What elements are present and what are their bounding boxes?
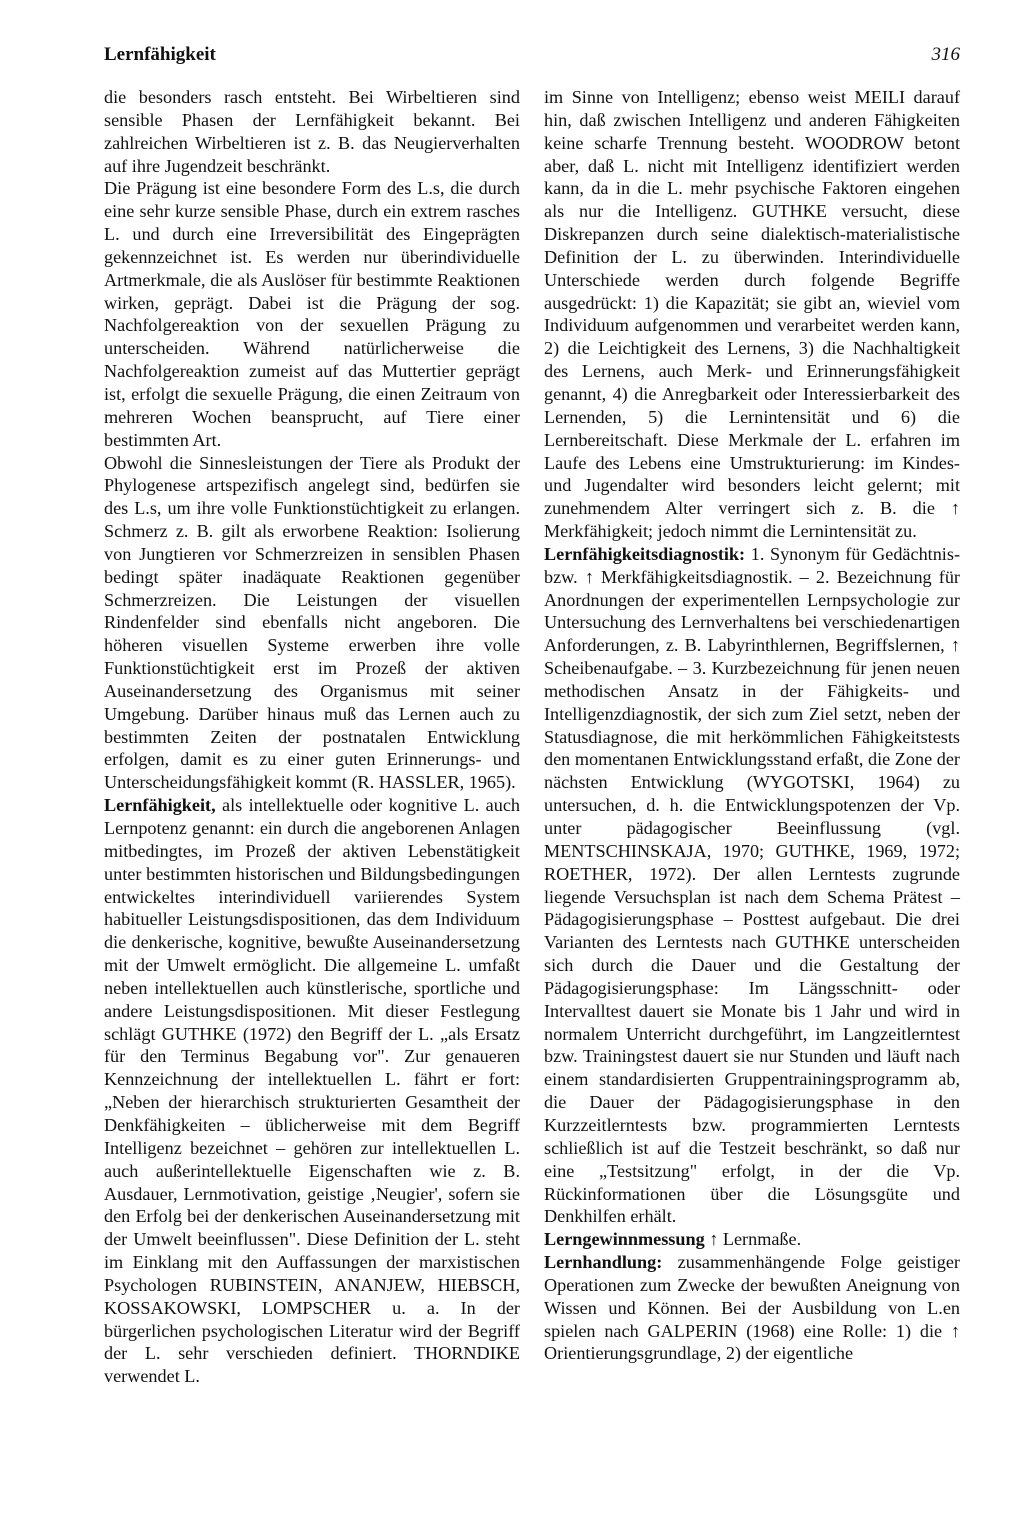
right-column [544, 86, 960, 1365]
running-header-title: Lernfähigkeit [104, 44, 216, 65]
entry-lernhandlung: Lernhandlung: zusammenhängende Folge geistiger Operationen zum Zwecke der bewußten Aneignung von Wissen und Können. Bei der Ausbildung von L.en spielen nach GALPERIN (1968) eine Rolle: 1) die ↑ Orientierungsgrundlage, 2) der eigentliche [544, 1252, 960, 1364]
headword: Lernfähigkeit, [104, 795, 216, 816]
paragraph: Die Prägung ist eine besondere Form des L.s, die durch eine sehr kurze sensible Phase, durch ein extrem rasches L. und durch eine Irreversibilität des Eingeprägten gekennzeichnet ist. Es werden nur überindividuelle Artmerkmale, die als Auslöser für bestimmte Reaktionen wirken, geprägt. Dabei ist die Prägung der sog. Nachfolgereaktion von der sexuellen Prägung zu unterscheiden. Während natürlicherweise die Nachfolgereaktion zumeist auf das Muttertier geprägt ist, erfolgt die sexuelle Prägung, die einen Zeitraum von mehreren Wochen beansprucht, auf Tiere einer bestimmten Art. [104, 178, 520, 450]
paragraph: im Sinne von Intelligenz; ebenso weist MEILI darauf hin, daß zwischen Intelligenz und anderen Fähigkeiten keine scharfe Trennung besteht. WOODROW betont aber, daß L. nicht mit Intelligenz identifiziert werden kann, da in die L. mehr psychische Faktoren eingehen als nur die Intelligenz. GUTHKE versucht, diese Diskrepanzen durch seine dialektisch-materialistische Definition der L. zu überwinden. Interindividuelle Unterschiede werden durch folgende Begriffe ausgedrückt: 1) die Kapazität; sie gibt an, wieviel vom Individuum aufgenommen und verarbeitet werden kann, 2) die Leichtigkeit des Lernens, 3) die Nachhaltigkeit des Lernens, auch Merk- und Erinnerungsfähigkeit genannt, 4) die Anregbarkeit oder Interessierbarkeit des Lernenden, 5) die Lernintensität und 6) die Lernbereitschaft. Diese Merkmale der L. erfahren im Laufe des Lebens eine Umstrukturierung: im Kindes- und Jugendalter wird besonders leicht gelernt; mit zunehmendem Alter verringert sich z. B. die ↑ Merkfähigkeit; jedoch nimmt die Lernintensität zu. [544, 87, 960, 542]
headword: Lerngewinnmessung [544, 1229, 705, 1250]
entry-lernfaehigkeitsdiagnostik: Lernfähigkeitsdiagnostik: 1. Synonym für Gedächtnis- bzw. ↑ Merkfähigkeitsdiagnostik. – 2. Bezeichnung für Anordnungen der experimentellen Lernpsychologie zur Untersuchung des Lernverhaltens bei verschiedenartigen Anforderungen, z. B. Labyrinthlernen, Begriffslernen, ↑ Scheibenaufgabe. – 3. Kurzbezeichnung für jenen neuen methodischen Ansatz in der Fähigkeits- und Intelligenzdiagnostik, der sich zum Ziel setzt, neben der Statusdiagnose, die mit herkömmlichen Fähigkeitstests den momentanen Entwicklungsstand erfaßt, die Zone der nächsten Entwicklung (WYGOTSKI, 1964) zu untersuchen, d. h. die Entwicklungspotenzen der Vp. unter pädagogischer Beeinflussung (vgl. MENTSCHINSKAJA, 1970; GUTHKE, 1969, 1972; ROETHER, 1972). Der allen Lerntests zugrunde liegende Versuchsplan ist nach dem Schema Prätest – Pädagogisierungsphase – Posttest aufgebaut. Die drei Varianten des Lerntests nach GUTHKE unterscheiden sich durch die Dauer und die Gestaltung der Pädagogisierungsphase: Im Längsschnitt- oder Intervalltest dauert sie Monate bis 1 Jahr und wird in normalem Unterricht durchgeführt, im Langzeitlerntest bzw. Trainingstest dauert sie nur Stunden und läuft nach einem standardisierten Gruppentrainingsprogramm ab, die Dauer der Pädagogisierungsphase in den Kurzzeitlerntests bzw. programmierten Lerntests schließlich ist auf die Testzeit beschränkt, so daß nur eine „Testsitzung" erfolgt, in der die Vp. Rückinformationen über die Lösungsgüte und Denkhilfen erhält. [544, 543, 960, 1227]
left-column [104, 86, 520, 1388]
page-number: 316 [931, 44, 960, 65]
entry-lernfaehigkeit: Lernfähigkeit, als intellektuelle oder kognitive L. auch Lernpotenz genannt: ein durch die angeborenen Anlagen mitbedingtes, im Prozeß der aktiven Lebenstätigkeit unter bestimmten historischen und Bildungsbedingungen entwickeltes interindividuell variierendes System habitueller Leistungsdispositionen, das dem Individuum die denkerische, kognitive, bewußte Auseinandersetzung mit der Umwelt ermöglicht. Die allgemeine L. umfaßt neben intellektuellen auch künstlerische, sportliche und andere Leistungsdispositionen. Mit dieser Festlegung schlägt GUTHKE (1972) den Begriff der L. „als Ersatz für den Terminus Begabung vor". Zur genaueren Kennzeichnung der intellektuellen L. fährt er fort: „Neben der hierarchisch strukturierten Gesamtheit der Denkfähigkeiten – üblicherweise mit dem Begriff Intelligenz bezeichnet – gehören zur intellektuellen L. auch außerintellektuelle Eigenschaften wie z. B. Ausdauer, Lernmotivation, geistige ‚Neugier', sofern sie den Erfolg bei der denkerischen Auseinandersetzung mit der Umwelt beeinflussen". Diese Definition der L. steht im Einklang mit den Auffassungen der marxistischen Psychologen RUBINSTEIN, ANANJEW, HIEBSCH, KOSSAKOWSKI, LOMPSCHER u. a. In der bürgerlichen psychologischen Literatur wird der Begriff der L. sehr verschieden definiert. THORNDIKE verwendet L. [104, 795, 520, 1387]
entry-lerngewinnmessung: Lerngewinnmessung ↑ Lernmaße. [544, 1229, 802, 1250]
headword: Lernfähigkeitsdiagnostik: [544, 543, 746, 564]
headword: Lernhandlung: [544, 1252, 663, 1273]
paragraph: Obwohl die Sinnesleistungen der Tiere als Produkt der Phylogenese artspezifisch angelegt sind, bedürfen sie des L.s, um ihre volle Funktionstüchtigkeit zu erlangen. Schmerz z. B. gilt als erworbene Reaktion: Isolierung von Jungtieren vor Schmerzreizen in sensiblen Phasen bedingt später inadäquate Reaktionen gegenüber Schmerzreizen. Die Leistungen der visuellen Rindenfelder sind ebenfalls nicht angeboren. Die höheren visuellen Systeme erwerben ihre volle Funktionstüchtigkeit erst im Prozeß der aktiven Auseinandersetzung des Organismus mit seiner Umgebung. Darüber hinaus muß das Lernen auch zu bestimmten Zeiten der postnatalen Entwicklung erfolgen, damit es zu einer guten Erinnerungs- und Unterscheidungsfähigkeit kommt (R. HASSLER, 1965). [104, 452, 520, 793]
paragraph: die besonders rasch entsteht. Bei Wirbeltieren sind sensible Phasen der Lernfähigkeit bekannt. Bei zahlreichen Wirbeltieren ist z. B. das Neugierverhalten auf ihre Jugendzeit beschränkt. [104, 87, 520, 176]
